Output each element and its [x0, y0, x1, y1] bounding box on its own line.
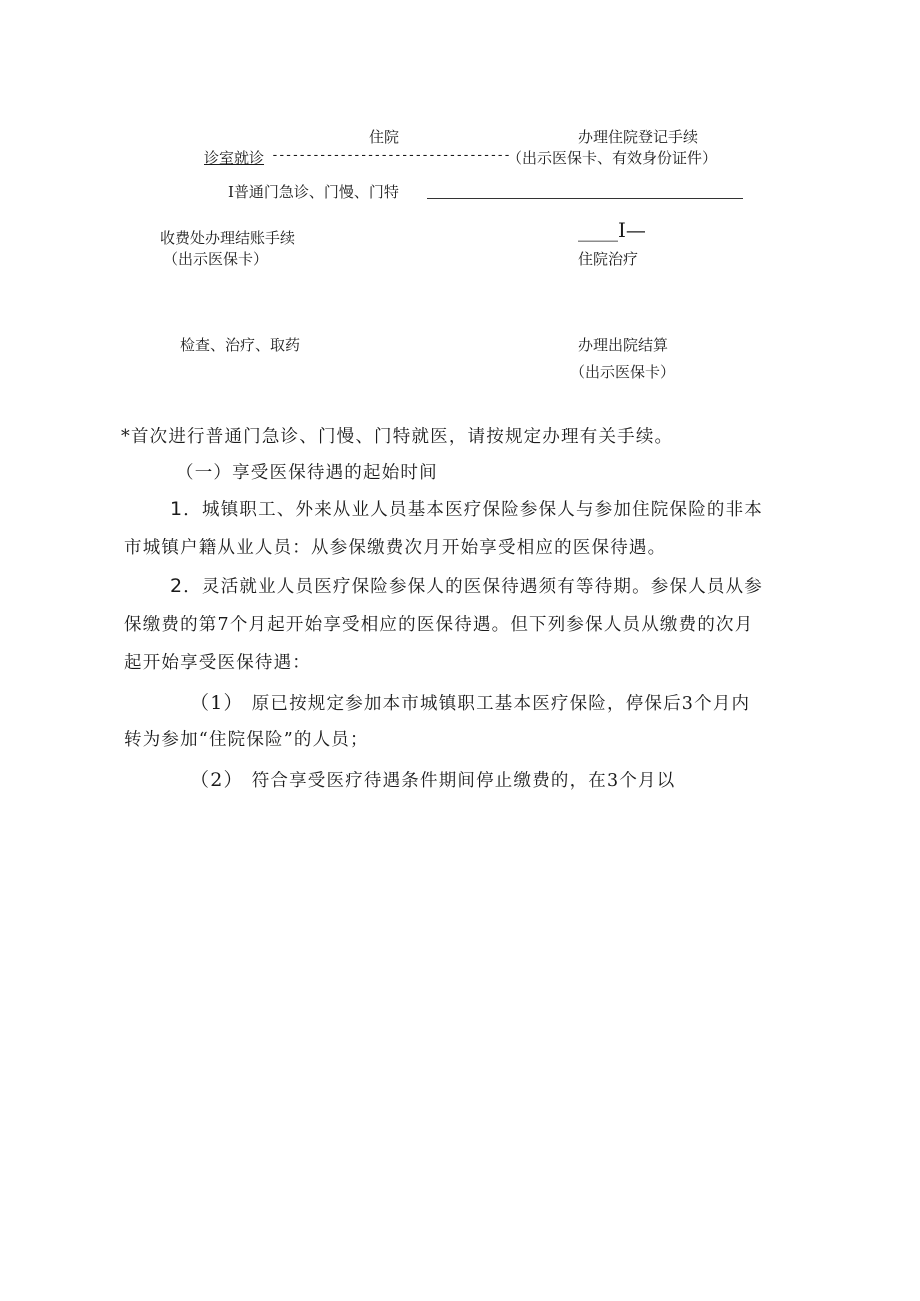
sub-item-2-text-1: 符合享受医疗待遇条件期间停止缴费的，在3个月以: [251, 771, 676, 791]
sub-item-1-line-1: [190, 685, 890, 722]
cashier-docs-label: （出示医保卡）: [163, 250, 269, 268]
item-1-line-2: 市城镇户籍从业人员：从参保缴费次月开始享受相应的医保待遇。: [124, 538, 667, 558]
inpatient-treatment-label: 住院治疗: [578, 250, 639, 268]
exam-treat-medicine-label: 检查、治疗、取药: [180, 336, 301, 354]
first-visit-note: *首次进行普通门急诊、门慢、门特就医，请按规定办理有关手续。: [121, 427, 674, 447]
item-1-line-1: [170, 491, 870, 528]
sub-item-1-text-1: 原已按规定参加本市城镇职工基本医疗保险，停保后3个月内: [251, 694, 751, 714]
item-2-line-1: [170, 568, 870, 605]
item-1-number: 1: [170, 498, 184, 520]
item-2-text-1: ．灵活就业人员医疗保险参保人的医保待遇须有等待期。参保人员从参: [183, 577, 763, 597]
clinic-visit-label: 诊室就诊: [204, 149, 265, 167]
sub-item-1-line-2: 转为参加“住院保险”的人员；: [124, 730, 369, 750]
outpatient-types-label: I普通门急诊、门慢、门特: [228, 183, 399, 201]
item-1-text-1: ．城镇职工、外来从业人员基本医疗保险参保人与参加住院保险的非本: [183, 500, 763, 520]
sub-item-2-line-1: [190, 762, 890, 799]
item-2-number: 2: [170, 575, 184, 597]
sub-item-2-label: （2）: [190, 769, 244, 791]
outpatient-connector-line: [427, 198, 743, 199]
dash-connector: -----------------------------------: [271, 148, 510, 163]
sub-item-1-label: （1）: [190, 692, 244, 714]
section-heading: （一）享受医保待遇的起始时间: [176, 463, 438, 483]
admission-docs-label: （出示医保卡、有效身份证件）: [507, 149, 718, 167]
discharge-docs-label: （出示医保卡）: [570, 363, 676, 381]
discharge-settlement-label: 办理出院结算: [578, 336, 669, 354]
branch-mark: ____I—: [578, 218, 646, 242]
item-2-line-3: 起开始享受医保待遇：: [124, 653, 311, 673]
item-2-line-2: 保缴费的第7个月起开始享受相应的医保待遇。但下列参保人员从缴费的次月: [124, 615, 754, 635]
hospitalization-label: 住院: [369, 128, 400, 146]
cashier-procedure-label: 收费处办理结账手续: [160, 229, 296, 247]
admission-procedure-label: 办理住院登记手续: [578, 128, 699, 146]
